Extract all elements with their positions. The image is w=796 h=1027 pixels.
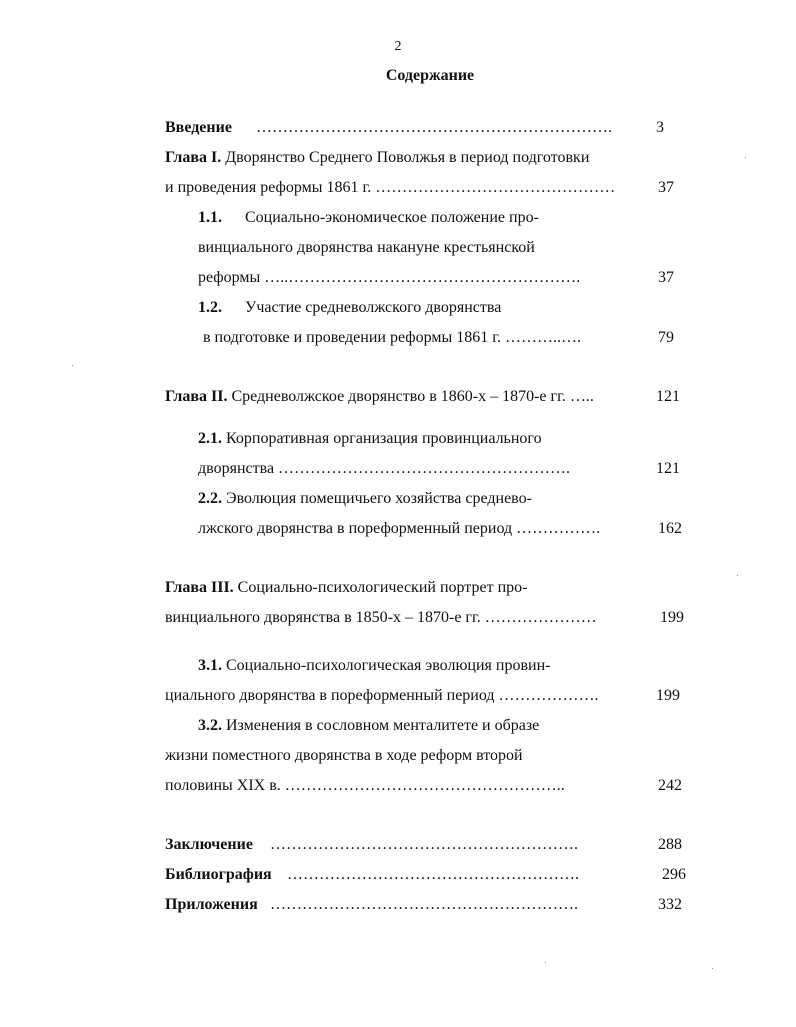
toc-s32-line3: половины XIX в. …………………………………………….. xyxy=(165,777,565,794)
toc-appendix-page: 332 xyxy=(658,896,682,913)
toc-s11-page: 37 xyxy=(658,269,674,286)
toc-ch1-page: 37 xyxy=(658,179,674,196)
toc-ch3-title: Социально-психологический портрет про- xyxy=(237,579,528,596)
toc-intro-dots: …………………………………………………………. xyxy=(256,119,612,136)
toc-s22-num: 2.2. xyxy=(198,490,222,507)
scan-speck xyxy=(712,968,713,969)
toc-s12-page: 79 xyxy=(658,329,674,346)
toc-ch3-line1 xyxy=(165,578,527,598)
toc-ch1-bold: Глава I. xyxy=(165,149,222,166)
toc-s21-line1 xyxy=(198,429,542,449)
toc-ch1-title: Дворянство Среднего Поволжья в период подготовки xyxy=(225,149,590,166)
toc-s12-line2: в подготовке и проведении реформы 1861 г. ………..…. xyxy=(203,329,582,346)
toc-s12-line1: Участие средневолжского дворянства xyxy=(245,299,502,316)
toc-intro-label: Введение xyxy=(165,119,232,136)
toc-s32-title: Изменения в сословном менталитете и образе xyxy=(226,717,540,734)
toc-s21-line2: дворянства ………………………………………………. xyxy=(198,460,571,477)
toc-s31-page: 199 xyxy=(656,687,680,704)
toc-ch2-title: Средневолжское дворянство в 1860-х – 1870-е гг. ….. xyxy=(231,388,594,405)
toc-bibliography-label: Библиография xyxy=(165,866,272,883)
toc-s31-num: 3.1. xyxy=(198,657,222,674)
toc-bibliography-dots: ………………………………………………. xyxy=(287,866,579,883)
toc-s12-num: 1.2. xyxy=(198,299,222,316)
toc-intro-page: 3 xyxy=(656,119,664,136)
toc-s31-line2: циального дворянства в пореформенный период ………………. xyxy=(165,687,599,704)
toc-s11-num: 1.1. xyxy=(198,209,222,226)
toc-ch2-bold: Глава II. xyxy=(165,388,228,405)
toc-ch2-line xyxy=(165,387,645,407)
toc-conclusion-page: 288 xyxy=(658,836,682,853)
toc-s32-page: 242 xyxy=(658,777,682,794)
scan-speck xyxy=(737,575,738,576)
toc-appendix-dots: …………………………………………………. xyxy=(270,896,578,913)
toc-ch2-page: 121 xyxy=(656,388,680,405)
scan-speck xyxy=(545,962,546,963)
toc-s22-line1 xyxy=(198,489,532,509)
toc-s11-line1: Социально-экономическое положение про- xyxy=(245,209,539,226)
scan-speck xyxy=(745,157,746,158)
toc-s11-line2: винциального дворянства накануне крестьянской xyxy=(198,239,535,256)
toc-ch3-line2: винциального дворянства в 1850-х – 1870-е гг. ………………… xyxy=(165,609,597,626)
toc-appendix-label: Приложения xyxy=(165,896,258,913)
toc-s32-line1 xyxy=(198,716,539,736)
toc-s22-page: 162 xyxy=(658,520,682,537)
page-title: Содержание xyxy=(385,67,475,84)
toc-s22-line2: лжского дворянства в пореформенный период ……………. xyxy=(198,520,601,537)
toc-s31-line1 xyxy=(198,656,550,676)
toc-s11-line3: реформы …..………………………………………………. xyxy=(198,269,581,286)
toc-bibliography-page: 296 xyxy=(662,866,686,883)
toc-conclusion-label: Заключение xyxy=(165,836,253,853)
scan-speck xyxy=(72,365,73,366)
toc-conclusion-dots: …………………………………………………. xyxy=(270,836,578,853)
toc-s21-page: 121 xyxy=(656,460,680,477)
toc-s32-num: 3.2. xyxy=(198,717,222,734)
toc-ch1-line1 xyxy=(165,148,589,168)
toc-s22-title: Эволюция помещичьего хозяйства среднево- xyxy=(226,490,532,507)
toc-ch3-bold: Глава III. xyxy=(165,579,234,596)
toc-s21-num: 2.1. xyxy=(198,430,222,447)
page-number: 2 xyxy=(394,39,402,54)
toc-s21-title: Корпоративная организация провинциального xyxy=(226,430,542,447)
toc-ch3-page: 199 xyxy=(660,609,684,626)
toc-s31-title: Социально-психологическая эволюция провин- xyxy=(226,657,551,674)
toc-s32-line2: жизни поместного дворянства в ходе реформ второй xyxy=(165,747,523,764)
toc-ch1-line2: и проведения реформы 1861 г. ……………………………………… xyxy=(165,179,616,196)
